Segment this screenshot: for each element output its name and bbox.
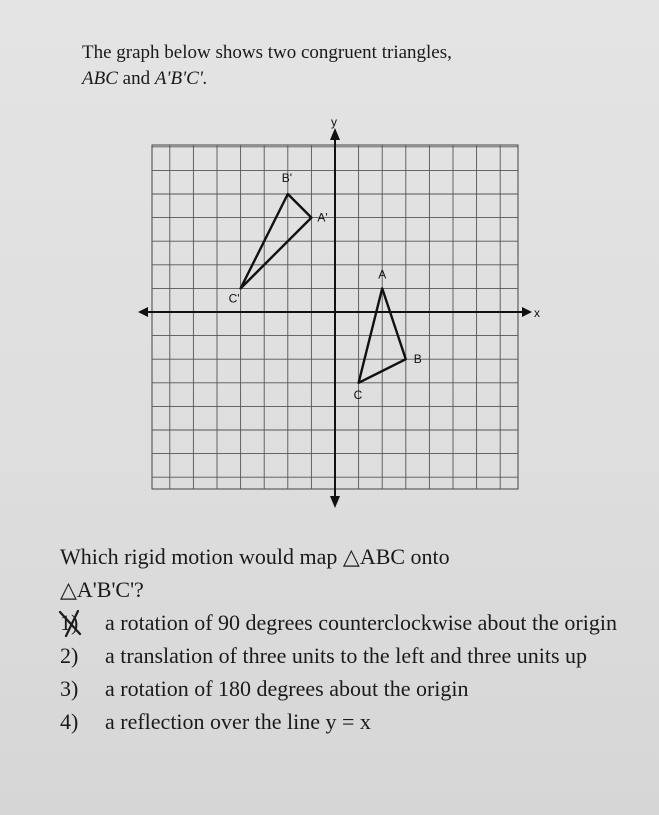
axes [138, 128, 532, 508]
triangle-abc-prime-point-label: C' [228, 291, 240, 306]
handwritten-x-mark-icon [56, 606, 86, 640]
triangle-abc-prime-point-label: A' [317, 210, 328, 225]
choice-number: 4) [60, 709, 79, 734]
triangle-abc-prime-point-label: B' [281, 171, 293, 185]
question-stem-line-1: Which rigid motion would map △ABC onto [60, 544, 450, 569]
y-axis-arrow-up-icon [330, 128, 340, 140]
intro-line-2 [82, 66, 602, 92]
choice-number: 2) [60, 643, 79, 668]
y-axis-arrow-down-icon [330, 496, 340, 508]
x-axis-label: x [534, 306, 540, 320]
choice-text: a reflection over the line y = x [105, 709, 371, 734]
choice-text: a translation of three units to the left and three units up [105, 643, 588, 668]
triangle-abc-point-label: B [413, 352, 422, 367]
choice-text: a rotation of 180 degrees about the origin [105, 676, 469, 701]
choice-number: 3) [60, 676, 79, 701]
x-axis-arrow-left-icon [138, 307, 148, 317]
x-axis-arrow-right-icon [522, 307, 532, 317]
intro-line-1: The graph below shows two congruent triangles, [82, 42, 452, 63]
question-block [60, 540, 640, 738]
y-axis-label: y [331, 115, 337, 129]
coordinate-graph [130, 112, 540, 512]
choice-2[interactable] [60, 639, 640, 672]
choice-text: a rotation of 90 degrees counterclockwise about the origin [105, 610, 617, 635]
triangle-abc-prime-name: A'B'C'. [154, 68, 208, 89]
choice-4[interactable] [60, 705, 640, 738]
triangle-abc-point-label: C [353, 387, 363, 402]
triangle-abc-point-label: A [378, 267, 387, 282]
choice-3[interactable] [60, 672, 640, 705]
choice-number: 1) [60, 610, 79, 635]
intro-and: and [117, 68, 155, 89]
question-stem-line-2: △A'B'C'? [60, 577, 144, 602]
choice-1[interactable] [60, 606, 640, 639]
triangle-abc-name: ABC [82, 68, 118, 89]
intro-text [82, 40, 602, 92]
